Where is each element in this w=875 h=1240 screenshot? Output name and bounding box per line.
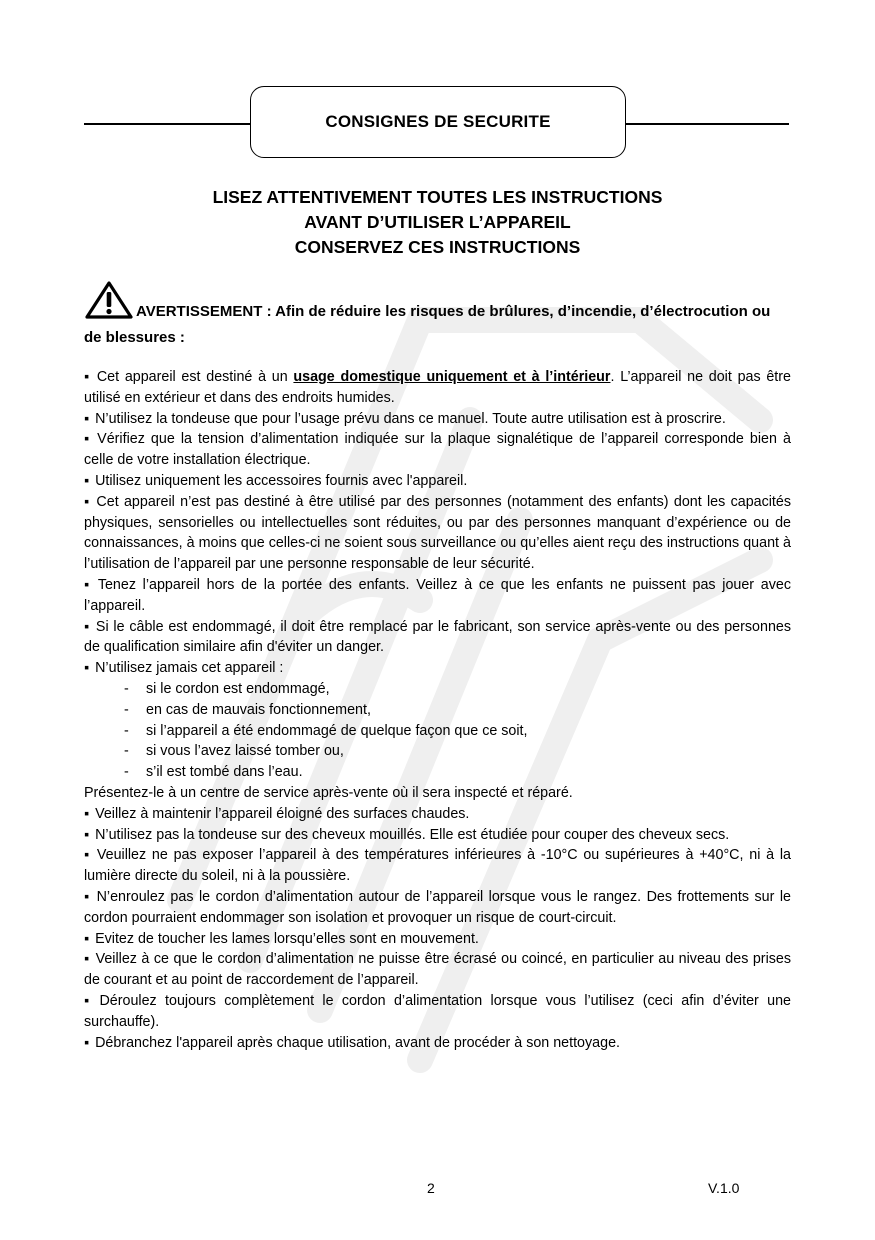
list-item: ▪ Vérifiez que la tension d’alimentation indiquée sur la plaque signalétique de l’appareil corresponde bien à celle de votre installation électrique.	[84, 429, 791, 471]
sub-list-item: - si l’appareil a été endommagé de quelque façon que ce soit,	[84, 721, 791, 742]
list-item: ▪ Evitez de toucher les lames lorsqu’elles sont en mouvement.	[84, 929, 791, 950]
version-label: V.1.0	[708, 1180, 740, 1196]
page-number: 2	[427, 1180, 435, 1196]
warning-text: AVERTISSEMENT : Afin de réduire les risques de brûlures, d’incendie, d’électrocution ou de blessures :	[84, 303, 771, 346]
safety-instructions	[84, 367, 791, 1053]
list-item: ▪ Déroulez toujours complètement le cordon d’alimentation lorsque vous l’utilisez (ceci afin d’éviter une surchauffe).	[84, 991, 791, 1033]
sub-list-item: - en cas de mauvais fonctionnement,	[84, 700, 791, 721]
warning-block	[84, 280, 791, 349]
intro-line-2: AVANT D’UTILISER L’APPAREIL	[304, 212, 571, 232]
item-text: Cet appareil est destiné à un	[96, 369, 294, 385]
item-text: . L’appareil ne doit pas être utilisé en extérieur et dans des endroits humides.	[84, 369, 791, 406]
list-item: ▪ Débranchez l'appareil après chaque utilisation, avant de procéder à son nettoyage.	[84, 1033, 791, 1054]
list-item: ▪ Veuillez ne pas exposer l’appareil à des températures inférieures à -10°C ou supérieures à +40°C, ni à la lumière directe du soleil, ni à la poussière.	[84, 845, 791, 887]
list-item: ▪ Tenez l’appareil hors de la portée des enfants. Veillez à ce que les enfants ne puissent pas jouer avec l’appareil.	[84, 575, 791, 617]
header-rule-left	[84, 123, 252, 125]
section-title: CONSIGNES DE SECURITE	[325, 112, 551, 131]
list-item: ▪ N’enroulez pas le cordon d’alimentation autour de l’appareil lorsque vous le rangez. Des frottements sur le cordon pourraient endommager son isolation et provoquer un risque de court-circuit.	[84, 887, 791, 929]
list-item: ▪ N’utilisez jamais cet appareil :	[84, 658, 791, 679]
sub-list	[84, 679, 791, 783]
list-item: ▪ Utilisez uniquement les accessoires fournis avec l'appareil.	[84, 471, 791, 492]
section-title-box	[250, 86, 626, 158]
list-item	[84, 367, 791, 409]
warning-triangle-icon	[84, 280, 134, 327]
intro-line-3: CONSERVEZ CES INSTRUCTIONS	[294, 237, 581, 257]
list-item: ▪ Cet appareil n’est pas destiné à être utilisé par des personnes (notamment des enfants) dont les capacités physiques, sensorielles ou intellectuelles sont réduites, ou par des personnes manquant d’expérience ou de connaissances, à moins que celles-ci ne soient sous surveillance ou qu’elles aient reçu des instructions quant à l’utilisation de l’appareil par une personne responsable de leur sécurité.	[84, 492, 791, 575]
after-list-text: Présentez-le à un centre de service après-vente où il sera inspecté et réparé.	[84, 784, 573, 801]
sub-list-item: - s’il est tombé dans l’eau.	[84, 762, 791, 783]
list-item: ▪ N’utilisez pas la tondeuse sur des cheveux mouillés. Elle est étudiée pour couper des cheveux secs.	[84, 825, 791, 846]
header-rule-right	[623, 123, 789, 125]
intro-line-1: LISEZ ATTENTIVEMENT TOUTES LES INSTRUCTIONS	[212, 187, 663, 207]
sub-list-item: - si vous l’avez laissé tomber ou,	[84, 741, 791, 762]
emphasis-text: usage domestique uniquement et à l’intérieur	[293, 369, 611, 385]
list-item: ▪ Si le câble est endommagé, il doit être remplacé par le fabricant, son service après-vente ou des personnes de qualification similaire afin d'éviter un danger.	[84, 617, 791, 659]
intro-block	[84, 185, 791, 260]
list-item: ▪ Veillez à maintenir l’appareil éloigné des surfaces chaudes.	[84, 804, 791, 825]
list-item: ▪ N’utilisez la tondeuse que pour l’usage prévu dans ce manuel. Toute autre utilisation est à proscrire.	[84, 409, 791, 430]
sub-list-item: - si le cordon est endommagé,	[84, 679, 791, 700]
list-item: ▪ Veillez à ce que le cordon d’alimentation ne puisse être écrasé ou coincé, en particulier au niveau des prises de courant et au point de raccordement de l’appareil.	[84, 949, 791, 991]
